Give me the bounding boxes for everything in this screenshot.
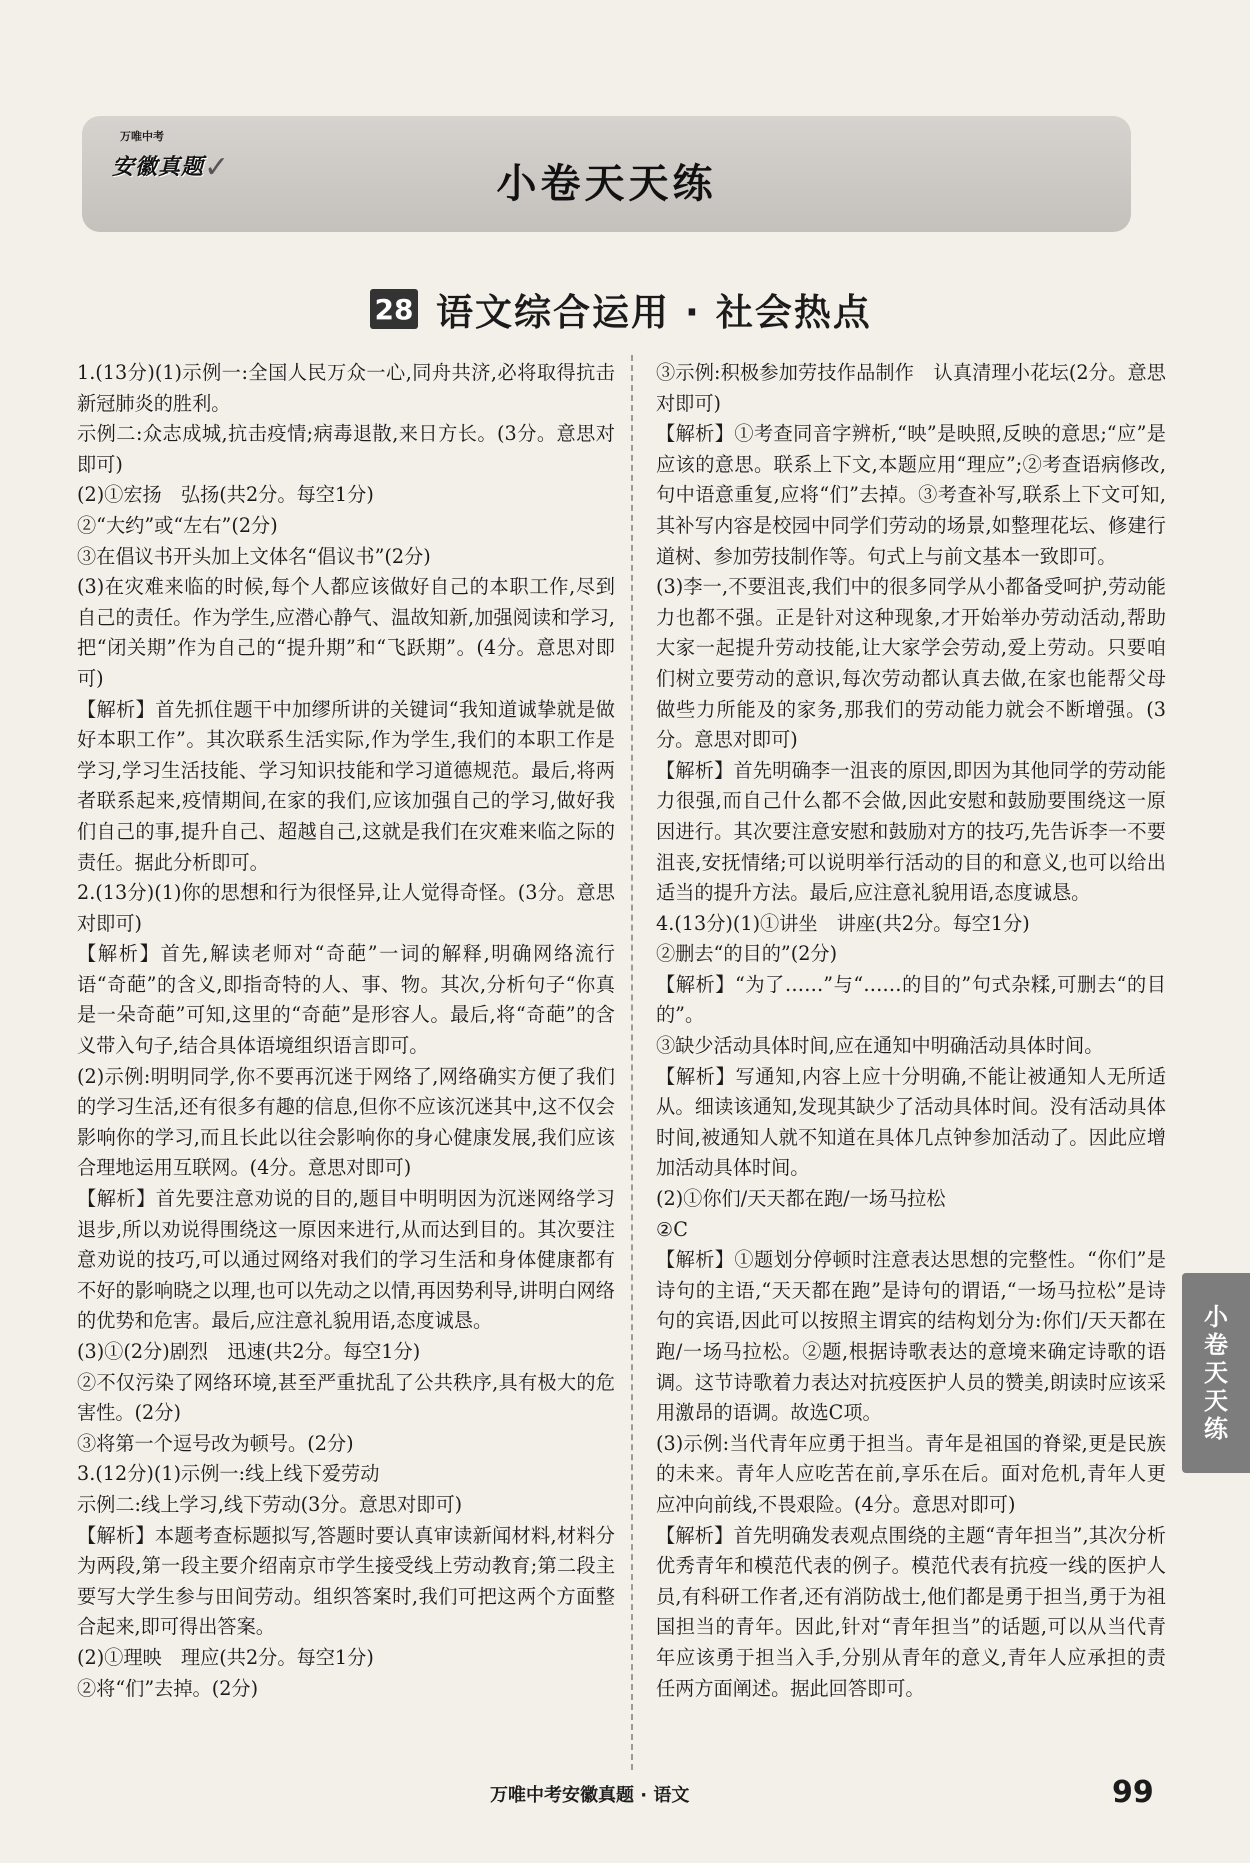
answer-paragraph: ③在倡议书开头加上文体名“倡议书”(2分)	[77, 544, 431, 568]
header-banner	[82, 116, 1131, 232]
answer-paragraph: (2)①你们/天天都在跑/一场马拉松	[656, 1187, 946, 1211]
answer-paragraph: 3.(12分)(1)示例一:线上线下爱劳动	[77, 1462, 380, 1486]
side-tab-char: 天	[1204, 1387, 1228, 1415]
answer-paragraph: 1.(13分)(1)示例一:全国人民万众一心,同舟共济,必将取得抗击新冠肺炎的胜利。	[77, 361, 615, 415]
answer-paragraph: (2)示例:明明同学,你不要再沉迷于网络了,网络确实方便了我们的学习生活,还有很多有趣的信息,但你不应该沉迷其中,这不仅会影响你的学习,而且长此以往会影响你的身心健康发展,我们应该合理地运用互联网。(4分。意思对即可)	[77, 1064, 615, 1180]
answer-paragraph: ②将“们”去掉。(2分)	[77, 1676, 259, 1700]
left-column	[77, 358, 615, 1704]
answer-paragraph: (2)①理映 理应(共2分。每空1分)	[77, 1645, 374, 1669]
answer-paragraph: ③示例:积极参加劳技作品制作 认真清理小花坛(2分。意思对即可)	[656, 361, 1166, 415]
logo-main-text: 安徽真题	[112, 155, 205, 180]
answer-paragraph: 示例二:众志成城,抗击疫情;病毒退散,来日方长。(3分。意思对即可)	[77, 422, 615, 476]
answer-paragraph: (2)①宏扬 弘扬(共2分。每空1分)	[77, 483, 374, 507]
answer-paragraph: ②删去“的目的”(2分)	[656, 942, 838, 966]
side-tab-char: 小	[1204, 1303, 1228, 1331]
analysis-paragraph: 【解析】首先,解读老师对“奇葩”一词的解释,明确网络流行语“奇葩”的含义,即指奇特的人、事、物。其次,分析句子“你真是一朵奇葩”可知,这里的“奇葩”是形容人。最后,将“奇葩”的含义带入句子,结合具体语境组织语言即可。	[77, 942, 615, 1058]
answer-paragraph: (3)李一,不要沮丧,我们中的很多同学从小都备受呵护,劳动能力也都不强。正是针对这种现象,才开始举办劳动活动,帮助大家一起提升劳动技能,让大家学会劳动,爱上劳动。只要咱们树立要劳动的意识,每次劳动都认真去做,在家也能帮父母做些力所能及的家务,那我们的劳动能力就会不断增强。(3分。意思对即可)	[656, 575, 1166, 752]
answer-paragraph: 2.(13分)(1)你的思想和行为很怪异,让人觉得奇怪。(3分。意思对即可)	[77, 881, 615, 935]
analysis-paragraph: 【解析】本题考查标题拟写,答题时要认真审读新闻材料,材料分为两段,第一段主要介绍南京市学生接受线上劳动教育;第二段主要写大学生参与田间劳动。组织答案时,我们可把这两个方面整合起来,即可得出答案。	[77, 1523, 615, 1639]
analysis-paragraph: 【解析】首先要注意劝说的目的,题目中明明因为沉迷网络学习退步,所以劝说得围绕这一原因来进行,从而达到目的。其次要注意劝说的技巧,可以通过网络对我们的学习生活和身体健康都有不好的影响晓之以理,也可以先动之以情,再因势利导,讲明白网络的优势和危害。最后,应注意礼貌用语,态度诚恳。	[77, 1187, 615, 1333]
answer-paragraph: ②“大约”或“左右”(2分)	[77, 513, 278, 537]
analysis-paragraph: 【解析】“为了……”与“……的目的”句式杂糅,可删去“的目的”。	[656, 972, 1166, 1027]
page-footer	[0, 1775, 1250, 1815]
analysis-paragraph: 【解析】写通知,内容上应十分明确,不能让被通知人无所适从。细读该通知,发现其缺少了活动具体时间。没有活动具体时间,被通知人就不知道在具体几点钟参加活动了。因此应增加活动具体时间。	[656, 1064, 1166, 1180]
side-tab-char: 卷	[1204, 1331, 1228, 1359]
right-column	[656, 358, 1166, 1704]
logo-small-text: 万唯中考	[120, 130, 164, 143]
analysis-paragraph: 【解析】首先明确发表观点围绕的主题“青年担当”,其次分析优秀青年和模范代表的例子。模范代表有抗疫一线的医护人员,有科研工作者,还有消防战士,他们都是勇于担当,勇于为祖国担当的青年。因此,针对“青年担当”的话题,可以从当代青年应该勇于担当入手,分别从青年的意义,青年人应承担的责任两方面阐述。据此回答即可。	[656, 1523, 1166, 1700]
section-title: 语文综合运用 · 社会热点	[436, 291, 872, 334]
checkmark-icon: ✓	[204, 150, 230, 185]
answer-paragraph: (3)①(2分)剧烈 迅速(共2分。每空1分)	[77, 1340, 421, 1363]
banner-title: 小卷天天练	[496, 161, 717, 207]
section-heading	[370, 284, 872, 334]
answer-paragraph: 4.(13分)(1)①讲坐 讲座(共2分。每空1分)	[656, 911, 1030, 935]
side-tab	[1182, 1273, 1250, 1473]
analysis-paragraph: 【解析】①题划分停顿时注意表达思想的完整性。“你们”是诗句的主语,“天天都在跑”是诗句的谓语,“一场马拉松”是诗句的宾语,因此可以按照主谓宾的结构划分为:你们/天天都在跑/一场马拉松。②题,根据诗歌表达的意境来确定诗歌的语调。这节诗歌着力表达对抗疫医护人员的赞美,朗读时应该采用激昂的语调。故选C项。	[656, 1248, 1166, 1425]
page-number: 99	[1112, 1775, 1154, 1810]
answer-paragraph: ②C	[656, 1217, 688, 1241]
answer-paragraph: (3)示例:当代青年应勇于担当。青年是祖国的脊梁,更是民族的未来。青年人应吃苦在前,享乐在后。面对危机,青年人更应冲向前线,不畏艰险。(4分。意思对即可)	[656, 1431, 1166, 1516]
analysis-paragraph: 【解析】首先明确李一沮丧的原因,即因为其他同学的劳动能力很强,而自己什么都不会做,因此安慰和鼓励要围绕这一原因进行。其次要注意安慰和鼓励对方的技巧,先告诉李一不要沮丧,安抚情绪;可以说明举行活动的目的和意义,也可以给出适当的提升方法。最后,应注意礼貌用语,态度诚恳。	[656, 758, 1166, 905]
column-divider	[631, 355, 633, 1770]
analysis-paragraph: 【解析】首先抓住题干中加缪所讲的关键词“我知道诚挚就是做好本职工作”。其次联系生活实际,作为学生,我们的本职工作是学习,学习生活技能、学习知识技能和学习道德规范。最后,将两者联系起来,疫情期间,在家的我们,应该加强自己的学习,做好我们自己的事,提升自己、超越自己,这就是我们在灾难来临之际的责任。据此分析即可。	[77, 697, 615, 874]
side-tab-char: 天	[1204, 1359, 1228, 1387]
answer-paragraph: ③缺少活动具体时间,应在通知中明确活动具体时间。	[656, 1034, 1104, 1058]
section-number: 28	[370, 289, 418, 329]
answer-paragraph: (3)在灾难来临的时候,每个人都应该做好自己的本职工作,尽到自己的责任。作为学生,应潜心静气、温故知新,加强阅读和学习,把“闭关期”作为自己的“提升期”和“飞跃期”。(4分。意思对即可)	[77, 575, 615, 690]
answer-paragraph: ③将第一个逗号改为顿号。(2分)	[77, 1431, 354, 1455]
side-tab-char: 练	[1204, 1415, 1228, 1443]
answer-paragraph: 示例二:线上学习,线下劳动(3分。意思对即可)	[77, 1492, 463, 1516]
answer-paragraph: ②不仅污染了网络环境,甚至严重扰乱了公共秩序,具有极大的危害性。(2分)	[77, 1370, 615, 1425]
analysis-paragraph: 【解析】①考查同音字辨析,“映”是映照,反映的意思;“应”是应该的意思。联系上下文,本题应用“理应”;②考查语病修改,句中语意重复,应将“们”去掉。③考查补写,联系上下文可知,其补写内容是校园中同学们劳动的场景,如整理花坛、修建行道树、参加劳技制作等。句式上与前文基本一致即可。	[656, 422, 1166, 568]
footer-text: 万唯中考安徽真题 · 语文	[490, 1785, 690, 1806]
